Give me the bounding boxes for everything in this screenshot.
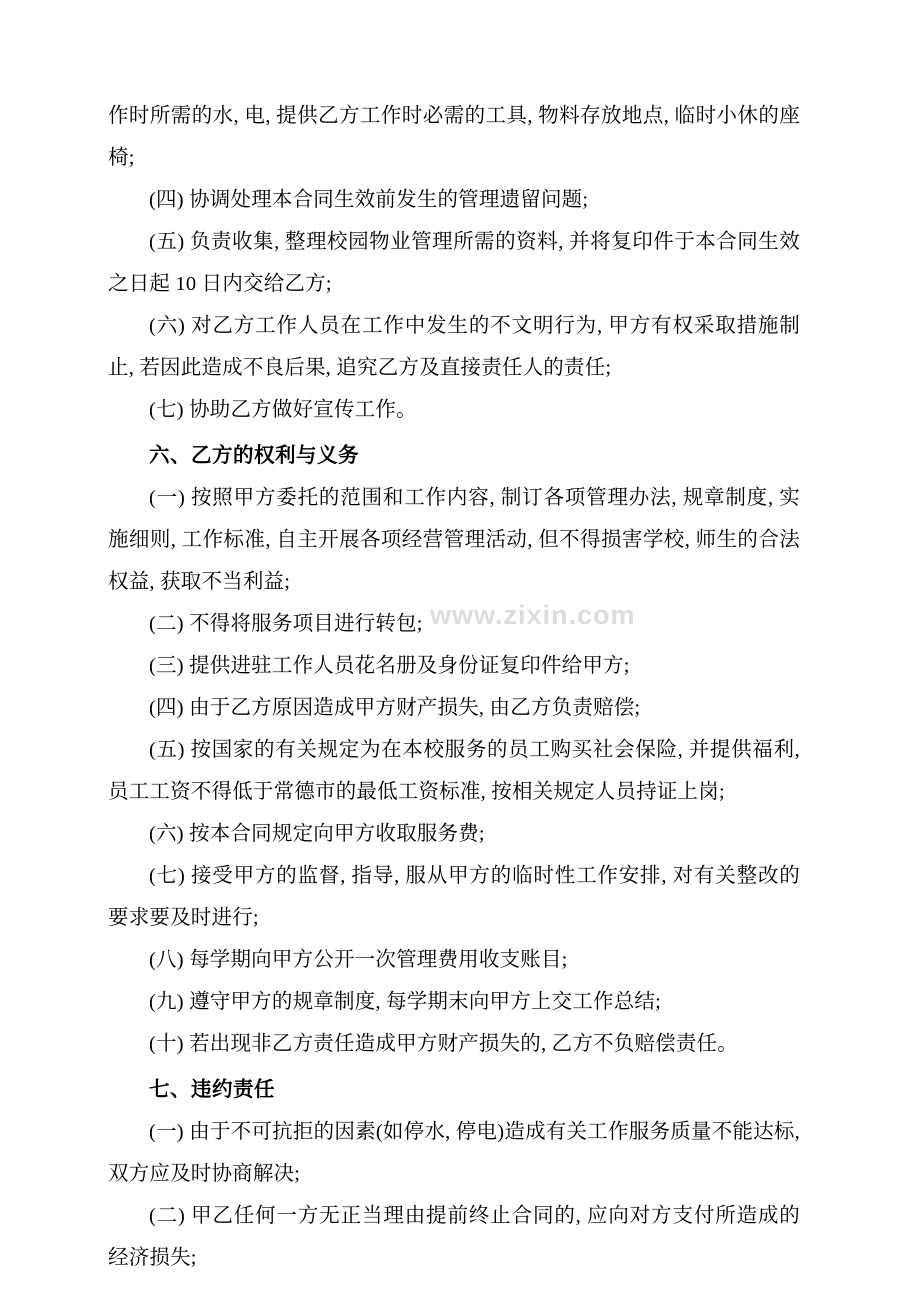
paragraph-item-4: (四) 协调处理本合同生效前发生的管理遗留问题; [149,189,589,211]
section-heading-six: 六、乙方的权利与义务 [149,445,359,467]
paragraph-b-item-9: (九) 遵守甲方的规章制度, 每学期末向甲方上交工作总结; [149,991,662,1013]
document-body [108,95,800,1279]
paragraph-b-item-2: (二) 不得将服务项目进行转包; [149,613,423,635]
paragraph-b-item-6: (六) 按本合同规定向甲方收取服务费; [149,823,485,845]
section-heading-seven: 七、违约责任 [149,1079,275,1101]
paragraph-b-item-1: (一) 按照甲方委托的范围和工作内容, 制订各项管理办法, 规章制度, 实施细则, 工作标准, 自主开展各项经营管理活动, 但不得损害学校, 师生的合法权益, 获取不当利益; [108,487,800,593]
paragraph-b-item-3: (三) 提供进驻工作人员花名册及身份证复印件给甲方; [149,655,630,677]
paragraph-item-5: (五) 负责收集, 整理校园物业管理所需的资料, 并将复印件于本合同生效之日起 10 日内交给乙方; [108,231,800,295]
paragraph-item-6: (六) 对乙方工作人员在工作中发生的不文明行为, 甲方有权采取措施制止, 若因此造成不良后果, 追究乙方及直接责任人的责任; [108,315,800,379]
paragraph-c-item-1: (一) 由于不可抗拒的因素(如停水, 停电)造成有关工作服务质量不能达标, 双方应及时协商解决; [108,1121,800,1185]
paragraph-b-item-7: (七) 接受甲方的监督, 指导, 服从甲方的临时性工作安排, 对有关整改的要求要及时进行; [108,865,800,929]
paragraph-continued: 作时所需的水, 电, 提供乙方工作时必需的工具, 物料存放地点, 临时小休的座椅; [108,105,800,169]
paragraph-b-item-4: (四) 由于乙方原因造成甲方财产损失, 由乙方负责赔偿; [149,697,641,719]
paragraph-b-item-8: (八) 每学期向甲方公开一次管理费用收支账目; [149,949,568,971]
paragraph-item-7: (七) 协助乙方做好宣传工作。 [149,399,417,421]
watermark-text: www.zixin.com [430,600,636,630]
paragraph-c-item-2: (二) 甲乙任何一方无正当理由提前终止合同的, 应向对方支付所造成的经济损失; [108,1205,800,1269]
paragraph-b-item-5: (五) 按国家的有关规定为在本校服务的员工购买社会保险, 并提供福利, 员工工资不得低于常德市的最低工资标准, 按相关规定人员持证上岗; [108,739,800,803]
paragraph-b-item-10: (十) 若出现非乙方责任造成甲方财产损失的, 乙方不负赔偿责任。 [149,1033,738,1055]
